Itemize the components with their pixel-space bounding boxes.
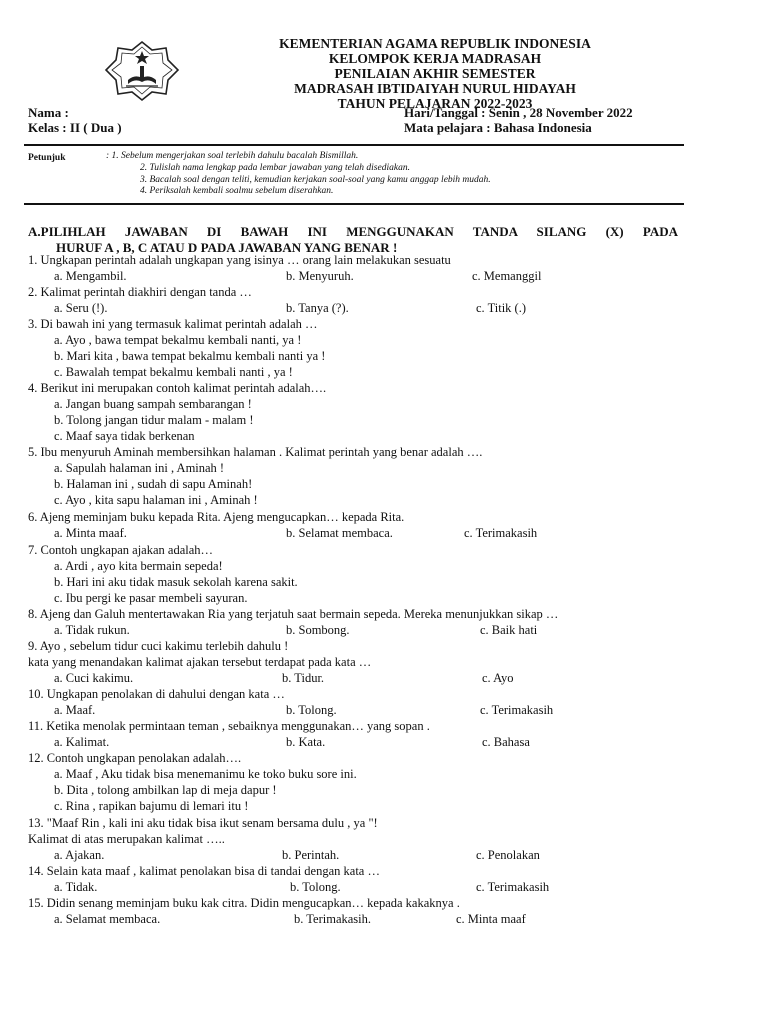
kemenag-logo-icon (104, 40, 180, 102)
question-9: 9. Ayo , sebelum tidur cuci kakimu terlebih dahulu ! (28, 639, 289, 653)
petunjuk-item: : 1. Sebelum mengerjakan soal terlebih dahulu bacalah Bismillah. (106, 151, 359, 161)
option-b: b. Tidur. (282, 671, 325, 685)
header-line: KELOMPOK KERJA MADRASAH (328, 51, 542, 66)
question-14: 14. Selain kata maaf , kalimat penolakan bisa di tandai dengan kata … (28, 864, 380, 878)
kelas-field: Kelas : II ( Dua ) (28, 120, 122, 135)
option-b: b. Tanya (?). (286, 301, 349, 315)
option-c: c. Ibu pergi ke pasar membeli sayuran. (54, 591, 248, 605)
petunjuk-label: Petunjuk (28, 153, 66, 163)
petunjuk-item: 3. Bacalah soal dengan teliti, kemudian kerjakan soal-soal yang kamu anggap lebih mudah. (140, 174, 491, 185)
option-b: b. Mari kita , bawa tempat bekalmu kembali nanti ya ! (54, 349, 326, 363)
question-8: 8. Ajeng dan Galuh mentertawakan Ria yang terjatuh saat bermain sepeda. Mereka menunjukkan sikap … (28, 607, 559, 621)
option-a: a. Jangan buang sampah sembarangan ! (54, 397, 252, 411)
option-c: c. Memanggil (472, 269, 542, 283)
option-b: b. Kata. (286, 735, 326, 749)
option-b: b. Tolong. (290, 880, 341, 894)
option-c: c. Baik hati (480, 623, 538, 637)
divider-bottom (24, 203, 684, 205)
question-11: 11. Ketika menolak permintaan teman , sebaiknya menggunakan… yang sopan . (28, 719, 430, 733)
option-b: b. Tolong jangan tidur malam - malam ! (54, 413, 254, 427)
option-a: a. Cuci kakimu. (54, 671, 134, 685)
option-b: b. Perintah. (282, 848, 340, 862)
option-c: c. Terimakasih (476, 880, 550, 894)
option-a: a. Tidak rukun. (54, 623, 130, 637)
question-2: 2. Kalimat perintah diakhiri dengan tanda … (28, 285, 252, 299)
option-a: a. Ajakan. (54, 848, 105, 862)
option-b: b. Dita , tolong ambilkan lap di meja dapur ! (54, 783, 277, 797)
question-9-continued: kata yang menandakan kalimat ajakan tersebut terdapat pada kata … (28, 655, 372, 669)
petunjuk-item: 2. Tulislah nama lengkap pada lembar jawaban yang telah disediakan. (140, 162, 410, 173)
header-line: PENILAIAN AKHIR SEMESTER (334, 66, 536, 81)
option-c: c. Penolakan (476, 848, 540, 862)
option-a: a. Ardi , ayo kita bermain sepeda! (54, 559, 223, 573)
option-c: c. Ayo , kita sapu halaman ini , Aminah ! (54, 493, 258, 507)
option-c: c. Maaf saya tidak berkenan (54, 429, 195, 443)
option-a: a. Maaf. (54, 703, 96, 717)
option-c: c. Bawalah tempat bekalmu kembali nanti , ya ! (54, 365, 293, 379)
option-b: b. Selamat membaca. (286, 526, 393, 540)
question-13-continued: Kalimat di atas merupakan kalimat ….. (28, 832, 225, 846)
option-a: a. Sapulah halaman ini , Aminah ! (54, 461, 225, 475)
option-b: b. Menyuruh. (286, 269, 354, 283)
option-c: c. Terimakasih (480, 703, 554, 717)
option-c: c. Rina , rapikan bajumu di lemari itu ! (54, 799, 249, 813)
option-a: a. Kalimat. (54, 735, 110, 749)
question-6: 6. Ajeng meminjam buku kepada Rita. Ajeng mengucapkan… kepada Rita. (28, 510, 405, 524)
option-a: a. Maaf , Aku tidak bisa menemanimu ke toko buku sore ini. (54, 767, 357, 781)
option-a: a. Ayo , bawa tempat bekalmu kembali nanti, ya ! (54, 333, 302, 347)
petunjuk-item: 4. Periksalah kembali soalmu sebelum diserahkan. (140, 186, 334, 197)
question-15: 15. Didin senang meminjam buku kak citra. Didin mengucapkan… kepada kakaknya . (28, 896, 460, 910)
mata-pelajaran-field: Mata pelajara : Bahasa Indonesia (404, 120, 592, 135)
option-c: c. Terimakasih (464, 526, 538, 540)
section-title-line: A.PILIHLAH JAWABAN DI BAWAH INI MENGGUNAKAN TANDA SILANG (X) PADA (28, 224, 678, 239)
petunjuk-list (106, 151, 491, 198)
option-a: a. Tidak. (54, 880, 98, 894)
question-12: 12. Contoh ungkapan penolakan adalah…. (28, 751, 242, 765)
option-b: b. Hari ini aku tidak masuk sekolah karena sakit. (54, 575, 298, 589)
option-b: b. Terimakasih. (294, 912, 372, 926)
question-3: 3. Di bawah ini yang termasuk kalimat perintah adalah … (28, 317, 318, 331)
header-line: TAHUN PELAJARAN 2022-2023 (337, 96, 533, 111)
header-line: MADRASAH IBTIDAIYAH NURUL HIDAYAH (294, 81, 576, 96)
option-b: b. Sombong. (286, 623, 350, 637)
option-a: a. Minta maaf. (54, 526, 127, 540)
school-header (200, 36, 670, 111)
option-c: c. Bahasa (482, 735, 530, 749)
option-b: b. Halaman ini , sudah di sapu Aminah! (54, 477, 253, 491)
option-c: c. Minta maaf (456, 912, 526, 926)
question-5: 5. Ibu menyuruh Aminah membersihkan halaman . Kalimat perintah yang benar adalah …. (28, 445, 483, 459)
question-10: 10. Ungkapan penolakan di dahului dengan kata … (28, 687, 285, 701)
header-line: KEMENTERIAN AGAMA REPUBLIK INDONESIA (279, 36, 591, 51)
option-c: c. Titik (.) (476, 301, 527, 315)
option-a: a. Selamat membaca. (54, 912, 161, 926)
hari-tanggal-field: Hari/Tanggal : Senin , 28 November 2022 (404, 105, 633, 120)
option-b: b. Tolong. (286, 703, 337, 717)
divider-top (24, 144, 684, 146)
question-1: 1. Ungkapan perintah adalah ungkapan yang isinya … orang lain melakukan sesuatu (28, 253, 451, 267)
section-title-line: HURUF A , B, C ATAU D PADA JAWABAN YANG BENAR ! (56, 240, 398, 255)
option-c: c. Ayo (482, 671, 514, 685)
question-13: 13. "Maaf Rin , kali ini aku tidak bisa ikut senam bersama dulu , ya "! (28, 816, 378, 830)
nama-field: Nama : (28, 105, 69, 120)
question-7: 7. Contoh ungkapan ajakan adalah… (28, 543, 214, 557)
option-a: a. Mengambil. (54, 269, 127, 283)
option-a: a. Seru (!). (54, 301, 108, 315)
question-4: 4. Berikut ini merupakan contoh kalimat perintah adalah…. (28, 381, 327, 395)
